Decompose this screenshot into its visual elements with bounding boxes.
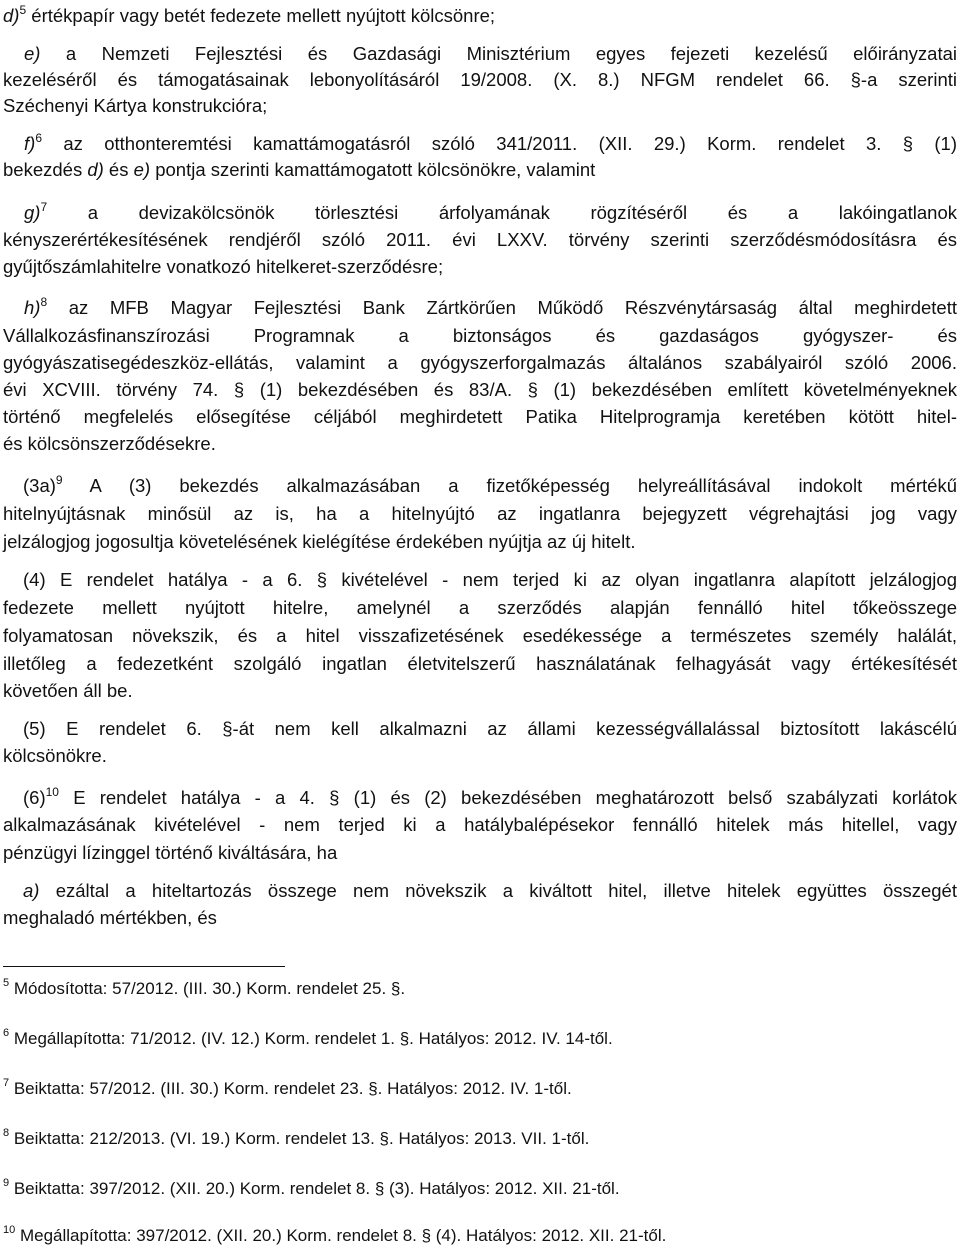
para-5-line-1: (5) E rendelet 6. §-át nem kell alkalmazni az állami kezességvállalással biztosított lakáscélú [23,718,957,739]
footnote-5-text: Módosította: 57/2012. (III. 30.) Korm. rendelet 25. §. [9,979,406,998]
item-h-line-1 [24,295,957,321]
para-6a-text-1: ezáltal a hiteltartozás összege nem növekszik a kiváltott hitel, illetve hitelek együttes összegét [39,880,957,901]
footnote-7-text: Beiktatta: 57/2012. (III. 30.) Korm. rendelet 23. §. Hatályos: 2012. IV. 1-től. [9,1079,572,1098]
para-3a-lead: (3a) [23,475,56,496]
item-f-text-2a: bekezdés [3,159,88,180]
para-3a-line-3: jelzálogjog jogosultja követelésének kielégítése érdekében nyújtja az új hitelt. [3,531,636,552]
footnote-9-text: Beiktatta: 397/2012. (XII. 20.) Korm. rendelet 8. § (3). Hatályos: 2012. XII. 21-től. [9,1179,620,1198]
para-3a-text-1: A (3) bekezdés alkalmazásában a fizetőképesség helyreállításával indokolt mértékű [62,475,957,496]
item-g-line-2: kényszerértékesítésének rendjéről szóló 2011. évi LXXV. törvény szerinti szerződésmódosításra és [3,229,957,250]
footnote-ref-6[interactable]: 6 [35,131,42,145]
footnote-ref-10[interactable]: 10 [45,785,59,799]
footnote-ref-8[interactable]: 8 [40,295,48,309]
item-h-line-5: történő megfelelés elősegítése céljából meghirdetett Patika Hitelprogramja keretében kötött hitel- [3,406,957,427]
para-4-line-5: követően áll be. [3,680,133,701]
item-f-line-2 [3,157,957,183]
item-g-line-3: gyűjtőszámlahitelre vonatkozó hitelkeret-szerződésre; [3,256,444,277]
para-6-line-3: pénzügyi lízinggel történő kiváltására, ha [3,842,338,863]
para-6-line-2: alkalmazásának kivételével - nem terjed ki a hatálybalépésekor fennálló hitelek más hitellel, vagy [3,814,957,835]
item-f-ref-d: d) [87,159,104,180]
para-4-line-4: illetőleg a fedezetként szolgáló ingatlan életvitelszerű használatának felhagyását vagy értékesítését [3,653,957,674]
para-4-line-3: folyamatosan növekszik, és a hitel visszafizetésének esedékessége a természetes személy halálát, [3,625,957,646]
item-f-line-1 [24,131,957,157]
item-h-line-2: Vállalkozásfinanszírozási Programnak a biztonságos és gazdaságos gyógyszer- és [3,325,957,346]
footnote-9-number: 9 [3,1177,10,1189]
item-d-letter: d) [3,5,20,26]
item-e-letter: e) [24,43,41,64]
footnote-ref-7[interactable]: 7 [40,200,48,214]
para-6-text-1: E rendelet hatálya - a 4. § (1) és (2) bekezdésében meghatározott belső szabályzati korlátok [58,787,957,808]
para-4-line-2: fedezete mellett nyújtott hitelre, amelynél a szerződés alapján fennálló hitel tőkeösszege [3,597,957,618]
item-f-text-1: az otthonteremtési kamattámogatásról szóló 341/2011. (XII. 29.) Korm. rendelet 3. § (1) [42,133,957,154]
para-6a-line-2: meghaladó mértékben, és [3,907,217,928]
item-e-line-1 [24,41,957,67]
item-h-line-6: és kölcsönszerződésekre. [3,433,216,454]
item-e-line-2: kezeléséről és támogatásainak lebonyolításáról 19/2008. (X. 8.) NFGM rendelet 66. §-a szerinti [3,69,957,90]
item-g-line-1 [24,200,957,226]
footnote-5-number: 5 [3,977,10,989]
item-h-text-1: az MFB Magyar Fejlesztési Bank Zártkörűen Működő Részvénytársaság által meghirdetett [47,297,957,318]
footnote-ref-5[interactable]: 5 [19,3,27,17]
footnote-8-number: 8 [3,1127,10,1139]
footnote-8 [3,1127,589,1151]
footnote-6 [3,1027,613,1051]
para-5-line-2: kölcsönökre. [3,745,107,766]
footnote-ref-9[interactable]: 9 [55,473,63,487]
footnote-6-text: Megállapította: 71/2012. (IV. 12.) Korm. rendelet 1. §. Hatályos: 2012. IV. 14-től. [9,1029,613,1048]
para-6a-letter: a) [23,880,40,901]
item-d-line-1 [3,3,957,29]
item-h-letter: h) [24,297,41,318]
item-h-line-3: gyógyászatisegédeszköz-ellátás, valamint a gyógyszerforgalmazás általános szabályairól szóló 2006. [3,352,957,373]
para-4-line-1: (4) E rendelet hatálya - a 6. § kivételével - nem terjed ki az olyan ingatlanra alapított jelzálogjog [23,569,957,590]
item-g-letter: g) [24,202,41,223]
item-e-line-3: Széchenyi Kártya konstrukcióra; [3,95,268,116]
footnote-7-number: 7 [3,1077,10,1089]
para-6a-line-1 [23,878,957,904]
para-3a-line-2: hitelnyújtásnak minősül az is, ha a hitelnyújtó az ingatlanra bejegyzett végrehajtási jog vagy [3,503,957,524]
para-3a-line-1 [23,473,957,499]
footnote-10-number: 10 [3,1224,16,1236]
footnote-8-text: Beiktatta: 212/2013. (VI. 19.) Korm. rendelet 13. §. Hatályos: 2013. VII. 1-től. [9,1129,590,1148]
item-g-text-1: a devizakölcsönök törlesztési árfolyamának rögzítéséről és a lakóingatlanok [47,202,957,223]
footnote-10-text: Megállapította: 397/2012. (XII. 20.) Korm. rendelet 8. § (4). Hatályos: 2012. XII. 21-től. [15,1226,667,1245]
footnote-5 [3,977,405,1001]
item-f-ref-e: e) [133,159,151,180]
footnote-10 [3,1224,666,1248]
footnote-9 [3,1177,620,1201]
item-e-text-1: a Nemzeti Fejlesztési és Gazdasági Minisztérium egyes fejezeti kezelésű előirányzatai [40,43,957,64]
para-6-line-1 [23,785,957,811]
item-h-line-4: évi XCVIII. törvény 74. § (1) bekezdésében és 83/A. § (1) bekezdésében említett követelményeknek [3,379,957,400]
item-f-letter: f) [24,133,36,154]
footnote-6-number: 6 [3,1027,10,1039]
item-f-text-2c: pontja szerinti kamattámogatott kölcsönökre, valamint [150,159,596,180]
item-d-text: értékpapír vagy betét fedezete mellett nyújtott kölcsönre; [26,5,496,26]
footnote-separator [3,966,285,967]
footnote-7 [3,1077,572,1101]
para-6-lead: (6) [23,787,46,808]
item-f-text-2b: és [103,159,134,180]
